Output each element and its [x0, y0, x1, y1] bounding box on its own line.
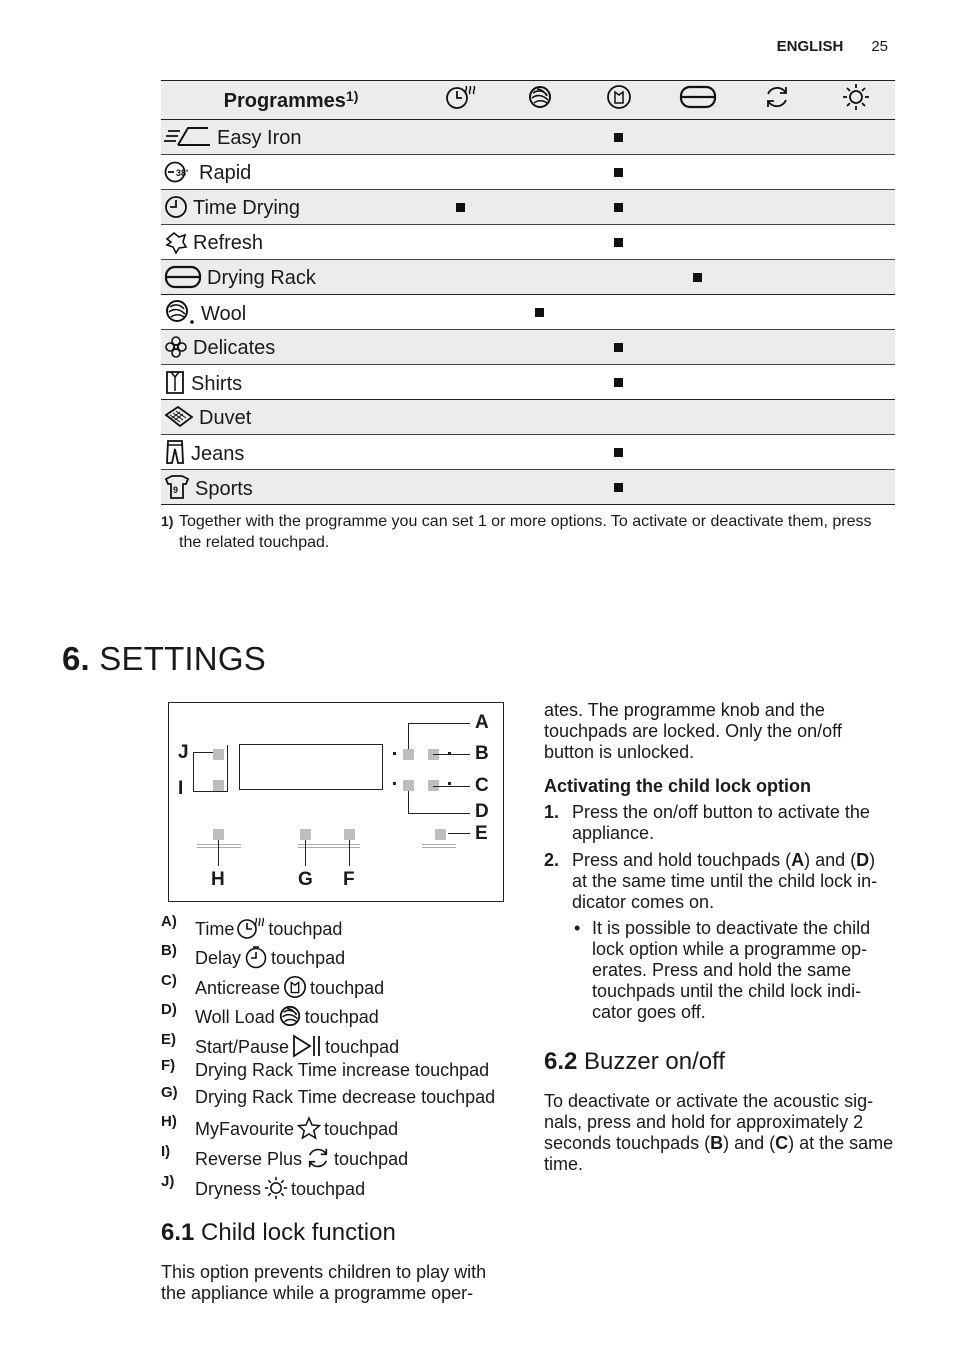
- mark-cell: [500, 225, 579, 260]
- programme-name-cell: [161, 435, 421, 470]
- programme-name: Refresh: [193, 231, 264, 254]
- legend-text: Drying Rack Time decrease touchpad: [195, 1087, 496, 1107]
- mark-cell: [579, 120, 658, 155]
- leader-line: [218, 840, 219, 866]
- svg-text:38': 38': [176, 167, 189, 178]
- legend-key: J): [161, 1173, 175, 1190]
- mark-cell: [579, 155, 658, 190]
- programme-row: [161, 435, 895, 470]
- mark-cell: [421, 155, 500, 190]
- time-drying-icon: [164, 195, 188, 219]
- legend-text: Time: [195, 919, 235, 939]
- programme-row: [161, 330, 895, 365]
- mark-cell: [816, 400, 895, 435]
- mark-cell: [658, 330, 737, 365]
- leader-line: [448, 833, 470, 834]
- control-panel-diagram: [168, 702, 504, 902]
- mark-cell: [658, 225, 737, 260]
- mark-cell: [737, 260, 816, 295]
- step-number: 1.: [544, 802, 560, 822]
- mark-cell: [816, 155, 895, 190]
- mark-cell: [421, 260, 500, 295]
- selected-mark: [614, 483, 623, 492]
- indicator-dot: [448, 782, 451, 785]
- leader-line: [408, 723, 470, 724]
- duvet-icon: [164, 405, 194, 429]
- child-lock-intro-part1: This option prevents children to play with the appliance while a programme oper-: [161, 1262, 487, 1303]
- legend-suffix: touchpad: [268, 919, 343, 939]
- mark-cell: [579, 295, 658, 330]
- mark-cell: [737, 295, 816, 330]
- programmes-header-footnote-ref: 1): [345, 87, 359, 104]
- svg-text:9: 9: [173, 484, 179, 495]
- indicator-dot: [393, 752, 396, 755]
- programme-name: Sports: [195, 477, 253, 500]
- mark-cell: [737, 330, 816, 365]
- legend-text: Start/Pause: [195, 1037, 290, 1057]
- mark-cell: [737, 120, 816, 155]
- mark-cell: [500, 260, 579, 295]
- label-d: D: [475, 801, 489, 822]
- legend-key: I): [161, 1143, 171, 1160]
- label-a: A: [475, 712, 489, 733]
- programme-row: [161, 120, 895, 155]
- bullet-item: [574, 918, 894, 1023]
- child-lock-heading: [161, 1219, 396, 1247]
- page-number: 25: [871, 38, 888, 55]
- programme-row: [161, 470, 895, 505]
- touchpad-i: [213, 780, 224, 791]
- programme-name-cell: [161, 400, 421, 435]
- buzzer-key: B: [710, 1133, 724, 1153]
- header-language: ENGLISH: [776, 38, 844, 55]
- buzzer-heading: [544, 1048, 725, 1076]
- mark-cell: [579, 470, 658, 505]
- mark-cell: [816, 435, 895, 470]
- wool-load-icon: [527, 84, 553, 110]
- programme-name: Drying Rack: [207, 266, 316, 289]
- selected-mark: [614, 448, 623, 457]
- mark-cell: [658, 155, 737, 190]
- programme-row: [161, 365, 895, 400]
- mark-cell: [816, 190, 895, 225]
- dryness-icon: [264, 1176, 288, 1200]
- programme-name-cell: [161, 295, 421, 330]
- mark-cell: [658, 120, 737, 155]
- wool-load-icon: [278, 1004, 302, 1028]
- reverse-plus-icon: [305, 1146, 331, 1170]
- mark-cell: [658, 260, 737, 295]
- label-c: C: [475, 775, 489, 796]
- leader-line: [408, 723, 409, 749]
- step-text: Press the on/off button to activate the appliance.: [572, 802, 870, 843]
- touchpad-g: [300, 829, 311, 840]
- child-lock-heading-text: Child lock function: [201, 1219, 396, 1246]
- legend-key: A): [161, 913, 177, 930]
- refresh-icon: [164, 230, 188, 254]
- mark-cell: [421, 365, 500, 400]
- mark-cell: [579, 365, 658, 400]
- mark-cell: [816, 470, 895, 505]
- mark-cell: [579, 400, 658, 435]
- programme-name: Rapid: [199, 161, 252, 184]
- label-j: J: [178, 742, 189, 763]
- sports-icon: [164, 474, 190, 500]
- step-text-part: ) at the same time until the child lock in-dicator comes on.: [572, 850, 878, 912]
- mark-cell: [421, 295, 500, 330]
- step-2: [544, 850, 894, 913]
- mark-cell: [421, 435, 500, 470]
- mark-cell: [816, 120, 895, 155]
- mark-cell: [816, 330, 895, 365]
- step-text-part: ) and (: [804, 850, 857, 870]
- legend-text: Dryness: [195, 1179, 262, 1199]
- mark-cell: [816, 295, 895, 330]
- rapid-icon: [164, 160, 194, 184]
- mark-cell: [737, 190, 816, 225]
- mark-cell: [500, 330, 579, 365]
- label-h: H: [211, 869, 225, 890]
- leader-line: [408, 813, 470, 814]
- mark-cell: [737, 365, 816, 400]
- mark-cell: [816, 365, 895, 400]
- legend-key: E): [161, 1031, 176, 1048]
- step-1: [544, 802, 894, 844]
- mark-cell: [421, 400, 500, 435]
- time-drying-icon: [237, 916, 265, 940]
- programmes-header-label: Programmes: [223, 89, 346, 112]
- selected-mark: [614, 343, 623, 352]
- legend-text: Drying Rack Time increase touchpad: [195, 1060, 490, 1080]
- col-anticrease: [579, 81, 658, 120]
- child-lock-intro-part2: ates. The programme knob and the touchpads are locked. Only the on/off button is unlocked.: [544, 700, 842, 762]
- label-e: E: [475, 823, 488, 844]
- mark-cell: [658, 400, 737, 435]
- legend-text: Delay: [195, 948, 242, 968]
- selected-mark: [614, 238, 623, 247]
- legend-suffix: touchpad: [334, 1149, 409, 1169]
- leader-line: [227, 745, 228, 792]
- col-dryness: [816, 81, 895, 120]
- programme-name: Delicates: [193, 336, 276, 359]
- mark-cell: [500, 295, 579, 330]
- anticrease-icon: [606, 84, 632, 110]
- legend-text: MyFavourite: [195, 1119, 295, 1139]
- leader-line: [433, 786, 470, 787]
- step-number: 2.: [544, 850, 560, 870]
- mark-cell: [500, 365, 579, 400]
- programme-name-cell: [161, 260, 421, 295]
- selected-mark: [693, 273, 702, 282]
- mark-cell: [579, 190, 658, 225]
- mark-cell: [500, 435, 579, 470]
- touchpad-a: [403, 749, 414, 760]
- touchpad-h: [213, 829, 224, 840]
- programme-name-cell: [161, 365, 421, 400]
- child-lock-heading-number: 6.1: [161, 1219, 195, 1246]
- programmes-header-cell: [161, 81, 421, 120]
- programme-name-cell: [161, 470, 421, 505]
- mark-cell: [500, 470, 579, 505]
- legend-text: Anticrease: [195, 978, 281, 998]
- footnote-number: 1): [161, 513, 174, 529]
- programme-name-cell: [161, 155, 421, 190]
- mark-cell: [421, 190, 500, 225]
- mark-cell: [421, 120, 500, 155]
- programme-name-cell: [161, 190, 421, 225]
- col-wool-load: [500, 81, 579, 120]
- mark-cell: [658, 365, 737, 400]
- delicates-icon: [164, 335, 188, 359]
- legend-text: Reverse Plus: [195, 1149, 303, 1169]
- touchpad-strip: [298, 844, 360, 848]
- programme-row: [161, 400, 895, 435]
- leader-line: [433, 754, 470, 755]
- touchpad-j: [213, 749, 224, 760]
- programme-row: [161, 190, 895, 225]
- buzzer-text: [544, 1091, 894, 1175]
- display-screen: [239, 744, 383, 790]
- mark-cell: [658, 470, 737, 505]
- mark-cell: [421, 225, 500, 260]
- mark-cell: [579, 330, 658, 365]
- section-heading: [62, 640, 266, 678]
- touchpad-e: [435, 829, 446, 840]
- col-drying-rack: [658, 81, 737, 120]
- section-number: 6.: [62, 640, 90, 677]
- leader-line: [349, 840, 350, 866]
- programme-name: Duvet: [199, 406, 252, 429]
- dryness-icon: [842, 83, 870, 111]
- mark-cell: [737, 155, 816, 190]
- buzzer-text-part: To deactivate or activate the acoustic sig-nals, press and hold for approximately 2 seconds touchpads (: [544, 1091, 874, 1153]
- shirts-icon: [164, 369, 186, 395]
- mark-cell: [737, 225, 816, 260]
- table-footnote: [161, 511, 881, 553]
- selected-mark: [614, 378, 623, 387]
- legend-key: D): [161, 1001, 177, 1018]
- legend-suffix: touchpad: [324, 1119, 399, 1139]
- mark-cell: [658, 295, 737, 330]
- selected-mark: [535, 308, 544, 317]
- section-title: SETTINGS: [99, 640, 266, 677]
- mark-cell: [579, 225, 658, 260]
- leader-line: [305, 840, 306, 866]
- programme-name-cell: [161, 120, 421, 155]
- step-text: [544, 850, 894, 913]
- mark-cell: [816, 260, 895, 295]
- leader-line: [193, 752, 194, 792]
- touchpad-d: [403, 780, 414, 791]
- selected-mark: [614, 133, 623, 142]
- touchpad-strip: [197, 844, 241, 848]
- touchpad-strip: [422, 844, 456, 848]
- buzzer-text-part: ) at the same time.: [544, 1133, 894, 1174]
- label-g: G: [298, 869, 313, 890]
- drying-rack-icon: [164, 265, 202, 289]
- bullet-dot: •: [574, 918, 581, 938]
- mark-cell: [579, 260, 658, 295]
- leader-line: [193, 752, 213, 753]
- mark-cell: [421, 470, 500, 505]
- page-header: [777, 38, 888, 55]
- selected-mark: [614, 203, 623, 212]
- buzzer-heading-number: 6.2: [544, 1048, 578, 1075]
- programmes-table-header: [161, 81, 895, 120]
- mark-cell: [500, 155, 579, 190]
- legend-key: H): [161, 1113, 177, 1130]
- mark-cell: [579, 435, 658, 470]
- label-i: I: [178, 778, 184, 799]
- legend-suffix: touchpad: [310, 978, 385, 998]
- activating-heading: Activating the child lock option: [544, 776, 812, 796]
- buzzer-key: C: [775, 1133, 789, 1153]
- programme-name-cell: [161, 225, 421, 260]
- start-pause-icon: [292, 1034, 322, 1058]
- legend-text: Woll Load: [195, 1007, 275, 1027]
- label-f: F: [343, 869, 355, 890]
- programme-row: [161, 155, 895, 190]
- programme-row: [161, 260, 895, 295]
- leader-line: [408, 791, 409, 813]
- mark-cell: [500, 120, 579, 155]
- mark-cell: [658, 190, 737, 225]
- bullet-text: It is possible to deactivate the child lock option while a programme op-erates. Press and hold the same touchpads until the child lock indi-cator goes off.: [592, 918, 871, 1022]
- selected-mark: [614, 168, 623, 177]
- step-key: D: [856, 850, 870, 870]
- programme-name: Shirts: [191, 372, 243, 395]
- buzzer-heading-text: Buzzer on/off: [584, 1048, 726, 1075]
- indicator-dot: [393, 782, 396, 785]
- legend-suffix: touchpad: [325, 1037, 400, 1057]
- programme-name: Jeans: [191, 442, 245, 465]
- mark-cell: [737, 435, 816, 470]
- col-time-drying: [421, 81, 500, 120]
- mark-cell: [421, 330, 500, 365]
- touchpad-f: [344, 829, 355, 840]
- programme-row: [161, 225, 895, 260]
- step-key: A: [791, 850, 805, 870]
- col-reverse-plus: [737, 81, 816, 120]
- jeans-icon: [164, 439, 186, 465]
- programme-name: Time Drying: [193, 196, 301, 219]
- mark-cell: [737, 470, 816, 505]
- programme-row: [161, 295, 895, 330]
- buzzer-text-part: ) and (: [723, 1133, 776, 1153]
- legend-key: F): [161, 1057, 176, 1074]
- easy-iron-icon: [164, 125, 212, 149]
- programme-name-cell: [161, 330, 421, 365]
- leader-line: [193, 791, 227, 792]
- legend-suffix: touchpad: [304, 1007, 379, 1027]
- delay-icon: [244, 945, 268, 969]
- wool-icon: [164, 299, 196, 325]
- anticrease-icon: [283, 975, 307, 999]
- mark-cell: [500, 400, 579, 435]
- legend-suffix: touchpad: [271, 948, 346, 968]
- programme-name: Wool: [201, 302, 247, 325]
- legend-key: C): [161, 972, 177, 989]
- programme-name: Easy Iron: [217, 126, 302, 149]
- drying-rack-icon: [679, 85, 717, 109]
- footnote-text: Together with the programme you can set 1 or more options. To activate or deactivate them, press the related touchpad.: [179, 513, 872, 551]
- mark-cell: [816, 225, 895, 260]
- selected-mark: [456, 203, 465, 212]
- step-text-part: Press and hold touchpads (: [572, 850, 792, 870]
- reverse-plus-icon: [763, 84, 791, 110]
- mark-cell: [658, 435, 737, 470]
- time-drying-icon: [446, 84, 476, 110]
- label-b: B: [475, 743, 489, 764]
- mark-cell: [500, 190, 579, 225]
- legend-key: B): [161, 942, 177, 959]
- mark-cell: [737, 400, 816, 435]
- star-icon: [297, 1116, 321, 1140]
- legend-key: G): [161, 1084, 178, 1101]
- programmes-table: [161, 80, 895, 505]
- legend-suffix: touchpad: [291, 1179, 366, 1199]
